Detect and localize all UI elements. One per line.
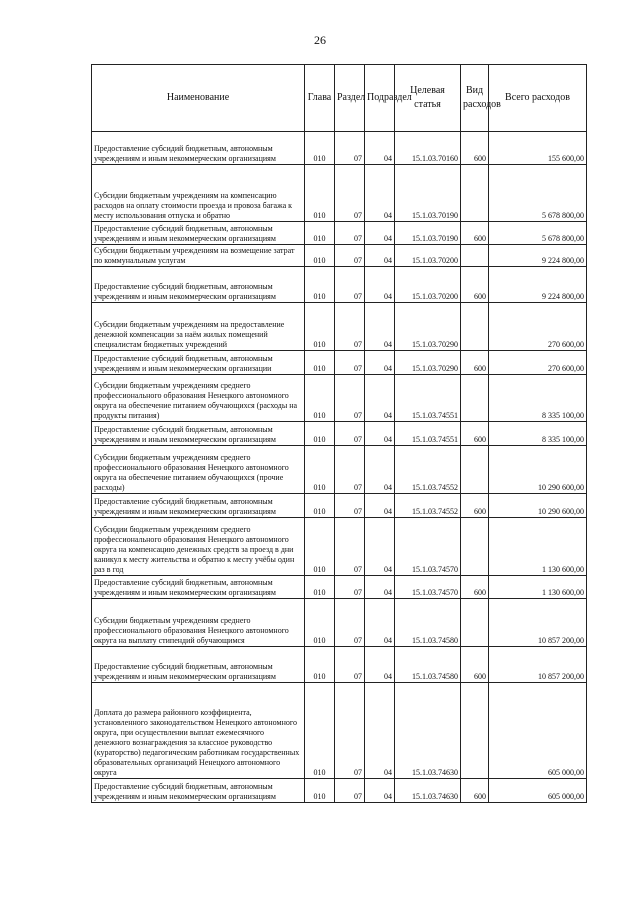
cell-name: Субсидии бюджетным учреждениям среднего профессионального образования Ненецкого автономного округа на обеспечение питанием обучающихся (расходы на продукты питания) xyxy=(92,375,305,422)
table-row xyxy=(92,165,587,222)
cell-podrazdel: 04 xyxy=(365,165,395,222)
table-row xyxy=(92,303,587,351)
cell-glava: 010 xyxy=(305,245,335,267)
cell-target: 15.1.03.74580 xyxy=(395,647,461,683)
table-row xyxy=(92,267,587,303)
table-row xyxy=(92,576,587,599)
cell-podrazdel: 04 xyxy=(365,132,395,165)
table-row xyxy=(92,599,587,647)
cell-total: 10 290 600,00 xyxy=(489,446,587,494)
cell-razdel: 07 xyxy=(335,422,365,446)
cell-total: 605 000,00 xyxy=(489,779,587,803)
cell-glava: 010 xyxy=(305,518,335,576)
cell-glava: 010 xyxy=(305,303,335,351)
cell-podrazdel: 04 xyxy=(365,576,395,599)
cell-podrazdel: 04 xyxy=(365,779,395,803)
cell-name: Субсидии бюджетным учреждениям среднего профессионального образования Ненецкого автономного округа на обеспечение питанием обучающихся (прочие расходы) xyxy=(92,446,305,494)
cell-total: 10 857 200,00 xyxy=(489,647,587,683)
header-glava: Глава xyxy=(305,65,335,132)
cell-razdel: 07 xyxy=(335,375,365,422)
page-number: 26 xyxy=(314,33,326,47)
table-row xyxy=(92,351,587,375)
cell-vid xyxy=(461,165,489,222)
cell-vid: 600 xyxy=(461,132,489,165)
cell-podrazdel: 04 xyxy=(365,222,395,245)
cell-name: Предоставление субсидий бюджетным, автономным учреждениям и иным некоммерческим организациям xyxy=(92,494,305,518)
cell-total: 270 600,00 xyxy=(489,303,587,351)
cell-name: Предоставление субсидий бюджетным, автономным учреждениям и иным некоммерческим организациям xyxy=(92,267,305,303)
cell-glava: 010 xyxy=(305,422,335,446)
header-razdel: Раздел xyxy=(335,65,365,132)
cell-podrazdel: 04 xyxy=(365,267,395,303)
cell-podrazdel: 04 xyxy=(365,647,395,683)
cell-vid: 600 xyxy=(461,779,489,803)
cell-name: Субсидии бюджетным учреждениям на возмещение затрат по коммунальным услугам xyxy=(92,245,305,267)
cell-podrazdel: 04 xyxy=(365,375,395,422)
cell-target: 15.1.03.74551 xyxy=(395,422,461,446)
cell-vid: 600 xyxy=(461,494,489,518)
cell-target: 15.1.03.70200 xyxy=(395,267,461,303)
cell-target: 15.1.03.70190 xyxy=(395,165,461,222)
cell-vid xyxy=(461,446,489,494)
cell-razdel: 07 xyxy=(335,647,365,683)
cell-razdel: 07 xyxy=(335,779,365,803)
table-row xyxy=(92,518,587,576)
cell-vid xyxy=(461,245,489,267)
cell-razdel: 07 xyxy=(335,446,365,494)
cell-vid: 600 xyxy=(461,351,489,375)
cell-total: 10 290 600,00 xyxy=(489,494,587,518)
header-target: Целевая статья xyxy=(395,65,461,132)
cell-target: 15.1.03.74630 xyxy=(395,683,461,779)
header-vid: Вид расходов xyxy=(461,65,489,132)
cell-podrazdel: 04 xyxy=(365,518,395,576)
cell-name: Доплата до размера районного коэффициента, установленного законодательством Ненецкого автономного округа, при осуществлении выплат ежемесячного денежного вознаграждения за классное руководство (кураторство) педагогическим работникам государственных образовательных организаций Ненецкого автономного округа xyxy=(92,683,305,779)
cell-total: 155 600,00 xyxy=(489,132,587,165)
table-body xyxy=(92,132,587,803)
cell-name: Субсидии бюджетным учреждениям на компенсацию расходов на оплату стоимости проезда и провоза багажа к месту использования отпуска и обратно xyxy=(92,165,305,222)
cell-name: Предоставление субсидий бюджетным, автономным учреждениям и иным некоммерческим организациям xyxy=(92,422,305,446)
cell-vid xyxy=(461,599,489,647)
cell-podrazdel: 04 xyxy=(365,683,395,779)
cell-total: 8 335 100,00 xyxy=(489,375,587,422)
cell-total: 5 678 800,00 xyxy=(489,165,587,222)
cell-name: Субсидии бюджетным учреждениям среднего профессионального образования Ненецкого автономного округа на выплату стипендий обучающимся xyxy=(92,599,305,647)
table-header-row xyxy=(92,65,587,132)
cell-target: 15.1.03.74570 xyxy=(395,518,461,576)
cell-podrazdel: 04 xyxy=(365,422,395,446)
cell-podrazdel: 04 xyxy=(365,494,395,518)
cell-target: 15.1.03.74551 xyxy=(395,375,461,422)
cell-glava: 010 xyxy=(305,267,335,303)
cell-glava: 010 xyxy=(305,165,335,222)
cell-razdel: 07 xyxy=(335,165,365,222)
header-total: Всего расходов xyxy=(489,65,587,132)
cell-razdel: 07 xyxy=(335,683,365,779)
cell-target: 15.1.03.70160 xyxy=(395,132,461,165)
cell-target: 15.1.03.74570 xyxy=(395,576,461,599)
header-podrazdel: Подраздел xyxy=(365,65,395,132)
cell-glava: 010 xyxy=(305,779,335,803)
cell-glava: 010 xyxy=(305,599,335,647)
cell-vid: 600 xyxy=(461,222,489,245)
cell-vid xyxy=(461,518,489,576)
cell-total: 605 000,00 xyxy=(489,683,587,779)
cell-glava: 010 xyxy=(305,494,335,518)
cell-name: Предоставление субсидий бюджетным, автономным учреждениям и иным некоммерческим организациям xyxy=(92,222,305,245)
cell-vid: 600 xyxy=(461,422,489,446)
cell-glava: 010 xyxy=(305,446,335,494)
table-row xyxy=(92,494,587,518)
cell-razdel: 07 xyxy=(335,576,365,599)
cell-total: 9 224 800,00 xyxy=(489,267,587,303)
cell-razdel: 07 xyxy=(335,518,365,576)
cell-glava: 010 xyxy=(305,576,335,599)
table-row xyxy=(92,683,587,779)
cell-total: 9 224 800,00 xyxy=(489,245,587,267)
budget-table xyxy=(91,64,587,803)
cell-target: 15.1.03.74552 xyxy=(395,446,461,494)
table-row xyxy=(92,375,587,422)
cell-podrazdel: 04 xyxy=(365,599,395,647)
table-row xyxy=(92,446,587,494)
cell-razdel: 07 xyxy=(335,599,365,647)
cell-total: 1 130 600,00 xyxy=(489,576,587,599)
cell-glava: 010 xyxy=(305,683,335,779)
cell-total: 10 857 200,00 xyxy=(489,599,587,647)
cell-vid: 600 xyxy=(461,267,489,303)
cell-razdel: 07 xyxy=(335,303,365,351)
cell-razdel: 07 xyxy=(335,494,365,518)
cell-target: 15.1.03.74580 xyxy=(395,599,461,647)
cell-vid: 600 xyxy=(461,647,489,683)
cell-glava: 010 xyxy=(305,647,335,683)
table-row xyxy=(92,222,587,245)
cell-glava: 010 xyxy=(305,375,335,422)
cell-razdel: 07 xyxy=(335,351,365,375)
cell-glava: 010 xyxy=(305,132,335,165)
cell-total: 5 678 800,00 xyxy=(489,222,587,245)
cell-podrazdel: 04 xyxy=(365,245,395,267)
cell-vid xyxy=(461,375,489,422)
cell-razdel: 07 xyxy=(335,132,365,165)
table-row xyxy=(92,422,587,446)
cell-target: 15.1.03.70190 xyxy=(395,222,461,245)
cell-target: 15.1.03.70290 xyxy=(395,303,461,351)
cell-total: 1 130 600,00 xyxy=(489,518,587,576)
cell-name: Субсидии бюджетным учреждениям на предоставление денежной компенсации за наём жилых помещений специалистам бюджетных учреждений xyxy=(92,303,305,351)
cell-name: Предоставление субсидий бюджетным, автономным учреждениям и иным некоммерческим организациям xyxy=(92,647,305,683)
cell-total: 8 335 100,00 xyxy=(489,422,587,446)
cell-podrazdel: 04 xyxy=(365,303,395,351)
cell-vid xyxy=(461,303,489,351)
cell-glava: 010 xyxy=(305,351,335,375)
table-row xyxy=(92,647,587,683)
cell-target: 15.1.03.74630 xyxy=(395,779,461,803)
cell-name: Предоставление субсидий бюджетным, автономным учреждениям и иным некоммерческим организациям xyxy=(92,779,305,803)
cell-razdel: 07 xyxy=(335,267,365,303)
cell-target: 15.1.03.70200 xyxy=(395,245,461,267)
table-row xyxy=(92,245,587,267)
cell-vid xyxy=(461,683,489,779)
table-row xyxy=(92,779,587,803)
cell-vid: 600 xyxy=(461,576,489,599)
cell-name: Предоставление субсидий бюджетным, автономным учреждениям и иным некоммерческим организациям xyxy=(92,576,305,599)
cell-target: 15.1.03.74552 xyxy=(395,494,461,518)
cell-total: 270 600,00 xyxy=(489,351,587,375)
cell-podrazdel: 04 xyxy=(365,446,395,494)
cell-podrazdel: 04 xyxy=(365,351,395,375)
cell-name: Предоставление субсидий бюджетным, автономным учреждениям и иным некоммерческим организациям xyxy=(92,132,305,165)
cell-target: 15.1.03.70290 xyxy=(395,351,461,375)
cell-name: Субсидии бюджетным учреждениям среднего профессионального образования Ненецкого автономного округа на компенсацию денежных средств за проезд в дни каникул к месту жительства и обратно к месту учёбы один раз в год xyxy=(92,518,305,576)
cell-razdel: 07 xyxy=(335,245,365,267)
header-name: Наименование xyxy=(92,65,305,132)
cell-razdel: 07 xyxy=(335,222,365,245)
cell-name: Предоставление субсидий бюджетным, автономным учреждениям и иным некоммерческим организации xyxy=(92,351,305,375)
table-row xyxy=(92,132,587,165)
cell-glava: 010 xyxy=(305,222,335,245)
